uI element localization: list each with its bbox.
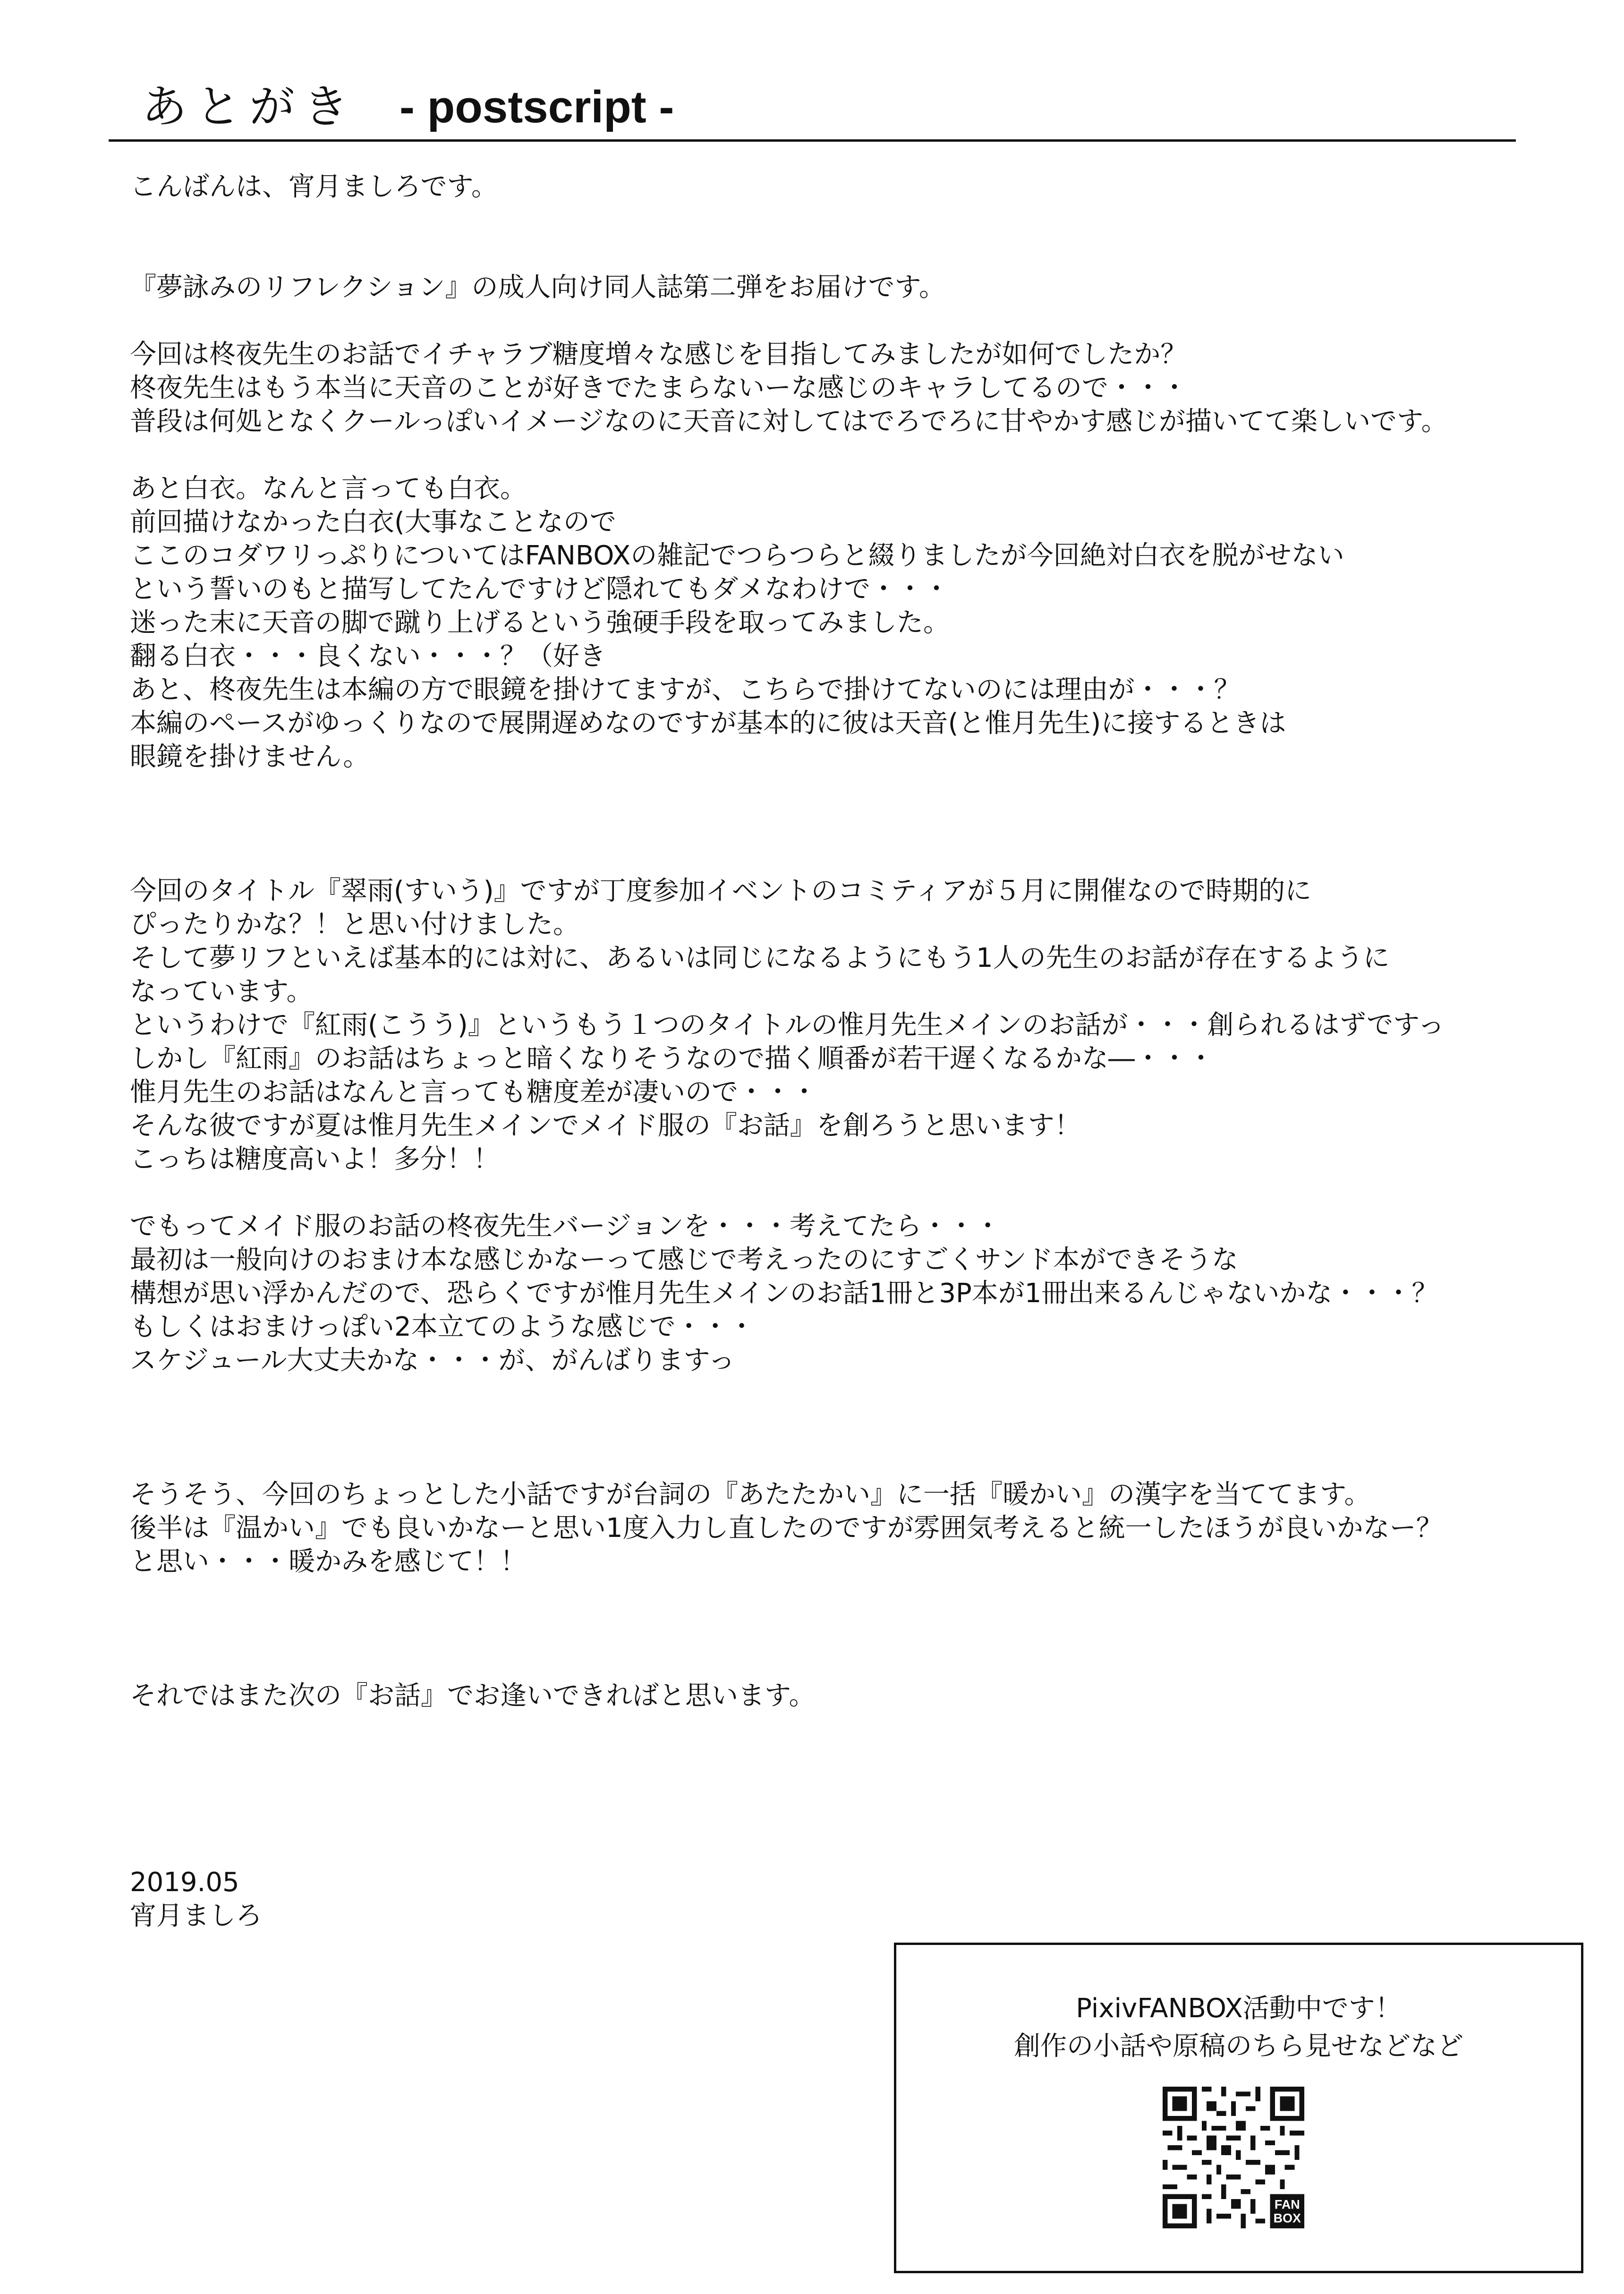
page-subtitle: - postscript -	[400, 82, 674, 132]
text-line: 普段は何処となくクールっぽいイメージなのに天音に対してはでろでろに甘やかす感じが描いてて楽しいです。	[130, 406, 1448, 437]
text-line: 構想が思い浮かんだので、恐らくですが惟月先生メインのお話1冊と3P本が1冊出来るんじゃないかな・・・？	[130, 1278, 1438, 1309]
text-line: 迷った末に天音の脚で蹴り上げるという強硬手段を取ってみました。	[130, 607, 950, 638]
text-line: 眼鏡を掛けません。	[130, 742, 370, 772]
text-line: でもってメイド服のお話の柊夜先生バージョンを・・・考えてたら・・・	[130, 1211, 1001, 1242]
text-line: 今回は柊夜先生のお話でイチャラブ糖度増々な感じを目指してみましたが如何でしたか？	[130, 339, 1187, 370]
text-line: そうそう、今回のちょっとした小話ですが台詞の『あたたかい』に一括『暖かい』の漢字を当ててます。	[130, 1479, 1371, 1510]
signature-date: 2019.05	[130, 1867, 239, 1898]
svg-text:FAN: FAN	[1274, 2197, 1300, 2212]
text-line: なっています。	[130, 976, 313, 1007]
text-line: スケジュール大丈夫かな・・・が、がんばりますっ	[130, 1345, 735, 1376]
text-line: 今回のタイトル『翠雨(すいう)』ですが丁度参加イベントのコミティアが５月に開催なので時期的に	[130, 876, 1312, 906]
text-line: そして夢リフといえば基本的には対に、あるいは同じになるようにもう1人の先生のお話が存在するように	[130, 943, 1390, 973]
postscript-body	[130, 170, 1575, 1713]
text-line: 前回描けなかった白衣(大事なことなので	[130, 507, 616, 537]
text-line: こんばんは、宵月ましろです。	[130, 171, 498, 202]
signature-author: 宵月ましろ	[130, 1901, 262, 1931]
text-line: と思い・・・暖かみを感じて！！	[130, 1546, 527, 1577]
text-line: そんな彼ですが夏は惟月先生メインでメイド服の『お話』を創ろうと思います！	[130, 1110, 1081, 1141]
text-line: という誓いのもと描写してたんですけど隠れてもダメなわけで・・・	[130, 574, 950, 605]
text-line: 最初は一般向けのおまけ本な感じかなーって感じで考えったのにすごくサンド本ができそうな	[130, 1245, 1238, 1275]
text-line: 翻る白衣・・・良くない・・・？（好き	[130, 641, 606, 672]
page-title: あとがき	[142, 80, 357, 133]
fanbox-qr-code[interactable]	[1163, 2087, 1304, 2228]
text-line: あと、柊夜先生は本編の方で眼鏡を掛けてますが、こちらで掛けてないのには理由が・・・？	[130, 674, 1241, 705]
text-line: というわけで『紅雨(こうう)』というもう１つのタイトルの惟月先生メインのお話が・・・創られるはずですっ	[130, 1010, 1445, 1040]
text-line: 柊夜先生はもう本当に天音のことが好きでたまらないーな感じのキャラしてるので・・・	[130, 373, 1188, 403]
text-line: それではまた次の『お話』でお逢いできればと思います。	[130, 1680, 816, 1711]
fanbox-promo-box	[894, 1943, 1583, 2273]
text-line: 『夢詠みのリフレクション』の成人向け同人誌第二弾をお届けです。	[130, 272, 946, 303]
text-line: 後半は『温かい』でも良いかなーと思い1度入力し直したのですが雰囲気考えると統一したほうが良いかなー？	[130, 1513, 1443, 1544]
text-line: ぴったりかな？！と思い付けました。	[130, 909, 579, 940]
text-line: 惟月先生のお話はなんと言っても糖度差が凄いので・・・	[130, 1077, 817, 1108]
text-line: もしくはおまけっぽい2本立てのような感じで・・・	[130, 1312, 755, 1342]
title-underline	[109, 139, 1516, 142]
svg-text:BOX: BOX	[1273, 2211, 1301, 2226]
text-line: ここのコダワリっぷりについてはFANBOXの雑記でつらつらと綴りましたが今回絶対白衣を脱がせない	[130, 540, 1344, 571]
page-header	[142, 71, 674, 146]
text-line: こっちは糖度高いよ！多分！！	[130, 1144, 500, 1175]
text-line: あと白衣。なんと言っても白衣。	[130, 473, 527, 504]
fanbox-promo-line1: PixivFANBOX活動中です！	[1076, 1993, 1402, 2024]
signature	[130, 1866, 262, 1933]
text-line: 本編のペースがゆっくりなので展開遅めなのですが基本的に彼は天音(と惟月先生)に接するときは	[130, 708, 1286, 739]
text-line: しかし『紅雨』のお話はちょっと暗くなりそうなので描く順番が若干遅くなるかな―・・・	[130, 1043, 1214, 1074]
fanbox-promo-line2: 創作の小話や原稿のちら見せなどなど	[1014, 2031, 1463, 2062]
